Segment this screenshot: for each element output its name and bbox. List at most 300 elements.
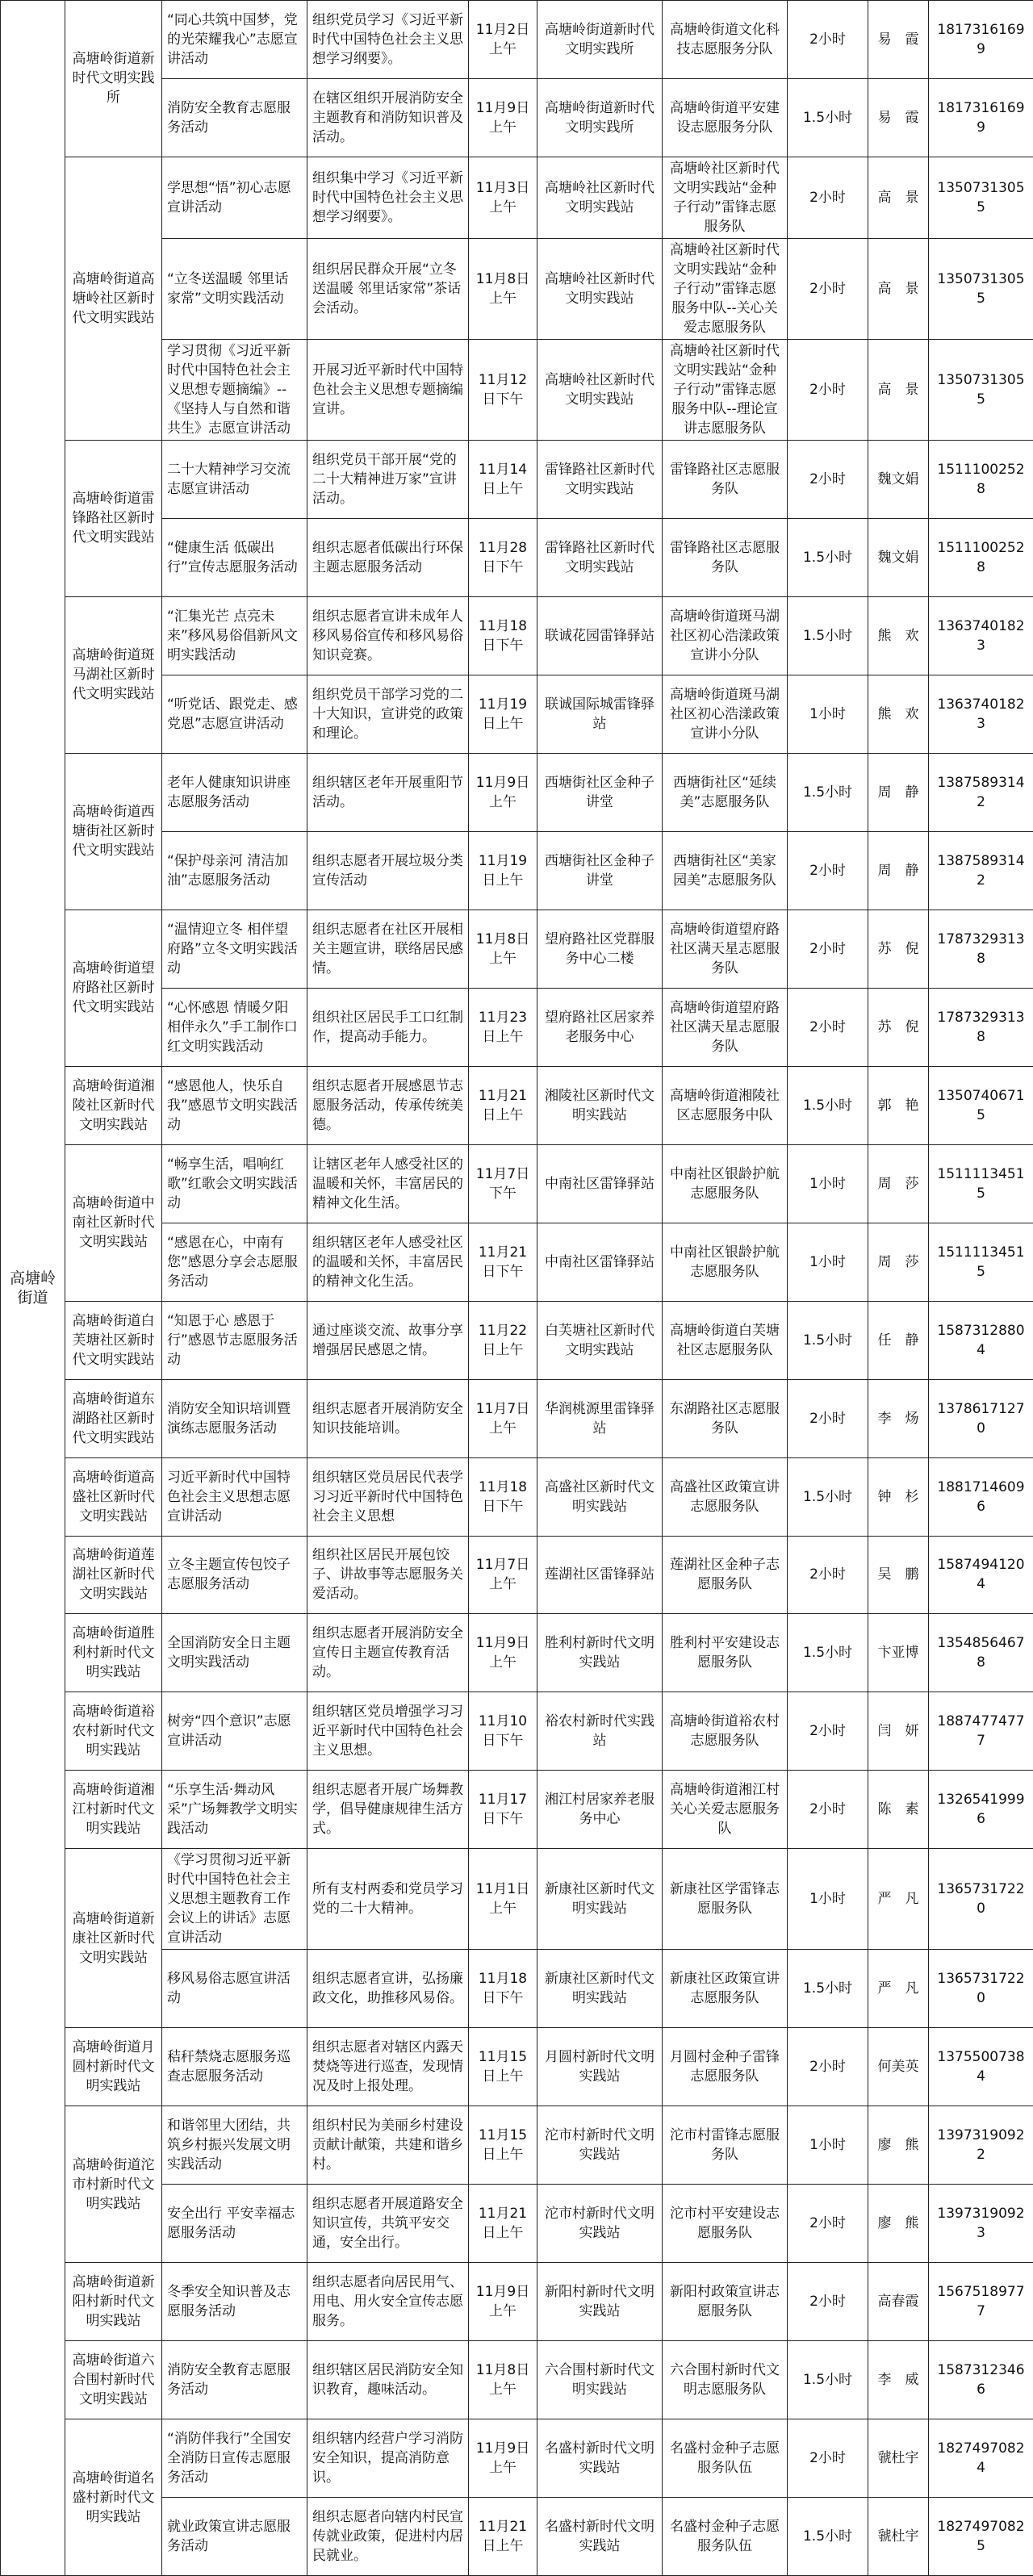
contact-cell: 高 景 (868, 157, 929, 238)
place-cell: 湘陵社区新时代文明实践站 (537, 1066, 663, 1144)
team-cell: 西塘街社区“延续美”志愿服务队 (663, 753, 788, 831)
team-cell: 名盛村金种子志愿服务队伍 (663, 2498, 788, 2576)
activity-content-cell: 组织社区居民开展包饺子、讲故事等志愿服务关爱活动。 (307, 1536, 469, 1614)
place-cell: 联诚花园雷锋驿站 (537, 596, 663, 675)
time-cell: 11月8日上午 (469, 238, 537, 339)
place-cell: 高塘岭街道新时代文明实践所 (537, 1, 663, 79)
time-cell: 11月9日上午 (469, 2263, 537, 2341)
contact-cell: 易 霞 (868, 78, 929, 157)
duration-cell: 1.5小时 (788, 1614, 868, 1692)
duration-cell: 1小时 (788, 1849, 868, 1950)
contact-cell: 李 威 (868, 2341, 929, 2419)
place-cell: 湘江村居家养老服务中心 (537, 1771, 663, 1849)
duration-cell: 2小时 (788, 2028, 868, 2106)
team-cell: 高塘岭街道斑马湖社区初心浩漾政策宣讲小分队 (663, 596, 788, 675)
duration-cell: 1小时 (788, 1144, 868, 1223)
contact-cell: 吴 鹏 (868, 1536, 929, 1614)
time-cell: 11月9日上午 (469, 2419, 537, 2498)
activity-name-cell: 《学习贯彻习近平新时代中国特色社会主义思想主题教育工作会议上的讲话》志愿宣讲活动 (162, 1849, 307, 1950)
team-cell: 高盛社区政策宣讲志愿服务队 (663, 1457, 788, 1536)
activity-content-cell: 组织辖区党员居民代表学习习近平新时代中国特色社会主义思想 (307, 1457, 469, 1536)
place-cell: 名盛村新时代文明实践站 (537, 2498, 663, 2576)
team-cell: 名盛村金种子志愿服务队伍 (663, 2419, 788, 2498)
table-row (1, 1301, 1033, 1379)
phone-cell: 13973190923 (929, 2185, 1033, 2263)
phone-cell: 13507406715 (929, 1066, 1033, 1144)
team-cell: 中南社区银龄护航志愿服务队 (663, 1223, 788, 1301)
contact-cell: 高 景 (868, 238, 929, 339)
place-cell: 联诚国际城雷锋驿站 (537, 675, 663, 753)
table-row (1, 157, 1033, 238)
table-row (1, 2419, 1033, 2498)
phone-cell: 15111002528 (929, 518, 1033, 596)
place-cell: 沱市村新时代文明实践站 (537, 2185, 663, 2263)
station-cell: 高塘岭街道新阳村新时代文明实践站 (65, 2263, 162, 2341)
time-cell: 11月18日下午 (469, 596, 537, 675)
place-cell: 莲湖社区雷锋驿站 (537, 1536, 663, 1614)
team-cell: 雷锋路社区志愿服务队 (663, 518, 788, 596)
table-row (1, 2341, 1033, 2419)
duration-cell: 2小时 (788, 339, 868, 440)
duration-cell: 2小时 (788, 2263, 868, 2341)
team-cell: 高塘岭社区新时代文明实践站“金种子行动”雷锋志愿服务中队--理论宣讲志愿服务队 (663, 339, 788, 440)
activity-content-cell: 组织居民群众开展“立冬送温暖 邻里话家常”茶话会活动。 (307, 238, 469, 339)
team-cell: 月圆村金种子雷锋志愿服务队 (663, 2028, 788, 2106)
table-row (1, 1066, 1033, 1144)
station-cell: 高塘岭街道白芙塘社区新时代文明实践站 (65, 1301, 162, 1379)
activity-name-cell: “健康生活 低碳出行”宣传志愿服务活动 (162, 518, 307, 596)
activity-content-cell: 组织志愿者开展垃圾分类宣传活动 (307, 831, 469, 910)
team-cell: 新康社区学雷锋志愿服务队 (663, 1849, 788, 1950)
duration-cell: 1.5小时 (788, 1301, 868, 1379)
place-cell: 新康社区新时代文明实践站 (537, 1950, 663, 2028)
phone-cell: 13973190922 (929, 2106, 1033, 2185)
place-cell: 西塘街社区金种子讲堂 (537, 753, 663, 831)
activity-name-cell: 树旁“四个意识”志愿宣讲活动 (162, 1692, 307, 1771)
station-cell: 高塘岭街道莲湖社区新时代文明实践站 (65, 1536, 162, 1614)
contact-cell: 周 莎 (868, 1144, 929, 1223)
phone-cell: 17873293138 (929, 910, 1033, 988)
team-cell: 东湖路社区志愿服务队 (663, 1379, 788, 1457)
place-cell: 中南社区雷锋驿站 (537, 1223, 663, 1301)
place-cell: 名盛村新时代文明实践站 (537, 2419, 663, 2498)
team-cell: 莲湖社区金种子志愿服务队 (663, 1536, 788, 1614)
activity-name-cell: “听党话、跟党走、感党恩”志愿宣讲活动 (162, 675, 307, 753)
time-cell: 11月9日上午 (469, 753, 537, 831)
phone-cell: 13507313055 (929, 157, 1033, 238)
phone-cell: 18173161699 (929, 1, 1033, 79)
team-cell: 高塘岭街道白芙塘社区志愿服务队 (663, 1301, 788, 1379)
duration-cell: 2小时 (788, 1536, 868, 1614)
contact-cell: 虢杜宇 (868, 2419, 929, 2498)
time-cell: 11月12日下午 (469, 339, 537, 440)
phone-cell: 15873128804 (929, 1301, 1033, 1379)
time-cell: 11月14日上午 (469, 440, 537, 518)
activity-content-cell: 组织辖区老年开展重阳节活动。 (307, 753, 469, 831)
duration-cell: 1.5小时 (788, 2341, 868, 2419)
contact-cell: 廖 熊 (868, 2106, 929, 2185)
time-cell: 11月21日下午 (469, 1223, 537, 1301)
activity-name-cell: 全国消防安全日主题文明实践活动 (162, 1614, 307, 1692)
activity-content-cell: 组织志愿者开展感恩节志愿服务活动，传承传统美德。 (307, 1066, 469, 1144)
phone-cell: 13265419996 (929, 1771, 1033, 1849)
duration-cell: 1小时 (788, 675, 868, 753)
activity-name-cell: “汇集光芒 点亮未来”移风易俗倡新风文明实践活动 (162, 596, 307, 675)
table-row (1, 440, 1033, 518)
phone-cell: 15675189777 (929, 2263, 1033, 2341)
place-cell: 中南社区雷锋驿站 (537, 1144, 663, 1223)
station-cell: 高塘岭街道高盛社区新时代文明实践站 (65, 1457, 162, 1536)
contact-cell: 闫 妍 (868, 1692, 929, 1771)
duration-cell: 1.5小时 (788, 1950, 868, 2028)
activity-name-cell: 就业政策宣讲志愿服务活动 (162, 2498, 307, 2576)
table-row (1, 1379, 1033, 1457)
table-row (1, 2263, 1033, 2341)
activity-name-cell: 冬季安全知识普及志愿服务活动 (162, 2263, 307, 2341)
contact-cell: 高春霞 (868, 2263, 929, 2341)
activity-content-cell: 通过座谈交流、故事分享增强居民感恩之情。 (307, 1301, 469, 1379)
team-cell: 新阳村政策宣讲志愿服务队 (663, 2263, 788, 2341)
station-cell: 高塘岭街道胜利村新时代文明实践站 (65, 1614, 162, 1692)
place-cell: 雷锋路社区新时代文明实践站 (537, 518, 663, 596)
duration-cell: 2小时 (788, 1771, 868, 1849)
activity-content-cell: 所有支村两委和党员学习党的二十大精神。 (307, 1849, 469, 1950)
station-cell: 高塘岭街道月圆村新时代文明实践站 (65, 2028, 162, 2106)
time-cell: 11月1日上午 (469, 1849, 537, 1950)
activity-content-cell: 组织志愿者开展道路安全知识宣传，共筑平安交通，安全出行。 (307, 2185, 469, 2263)
team-cell: 高塘岭街道望府路社区满天星志愿服务队 (663, 988, 788, 1066)
team-cell: 高塘岭街道湘江村关心关爱志愿服务队 (663, 1771, 788, 1849)
activity-name-cell: “乐享生活·舞动风采”广场舞教学文明实践活动 (162, 1771, 307, 1849)
place-cell: 高塘岭社区新时代文明实践站 (537, 157, 663, 238)
contact-cell: 高 景 (868, 339, 929, 440)
team-cell: 雷锋路社区志愿服务队 (663, 440, 788, 518)
contact-cell: 魏文娟 (868, 440, 929, 518)
duration-cell: 2小时 (788, 1692, 868, 1771)
place-cell: 西塘街社区金种子讲堂 (537, 831, 663, 910)
team-cell: 高塘岭街道平安建设志愿服务分队 (663, 78, 788, 157)
duration-cell: 2小时 (788, 2185, 868, 2263)
activity-content-cell: 组织辖区老年人感受社区的温暖和关怀，丰富居民的精神文化生活。 (307, 1223, 469, 1301)
phone-cell: 13507313055 (929, 339, 1033, 440)
duration-cell: 2小时 (788, 910, 868, 988)
contact-cell: 郭 艳 (868, 1066, 929, 1144)
place-cell: 新阳村新时代文明实践站 (537, 2263, 663, 2341)
contact-cell: 卞亚博 (868, 1614, 929, 1692)
activity-name-cell: 移风易俗志愿宣讲活动 (162, 1950, 307, 2028)
phone-cell: 18874774777 (929, 1692, 1033, 1771)
contact-cell: 苏 倪 (868, 988, 929, 1066)
duration-cell: 2小时 (788, 238, 868, 339)
phone-cell: 15873123466 (929, 2341, 1033, 2419)
phone-cell: 15111002528 (929, 440, 1033, 518)
activity-table-body (1, 1, 1033, 2576)
street-cell: 高塘岭街道 (1, 1, 65, 2576)
place-cell: 高盛社区新时代文明实践站 (537, 1457, 663, 1536)
contact-cell: 严 凡 (868, 1950, 929, 2028)
phone-cell: 18173161699 (929, 78, 1033, 157)
phone-cell: 13507313055 (929, 238, 1033, 339)
phone-cell: 15111134515 (929, 1223, 1033, 1301)
duration-cell: 1.5小时 (788, 1457, 868, 1536)
duration-cell: 2小时 (788, 1, 868, 79)
time-cell: 11月3日上午 (469, 157, 537, 238)
activity-content-cell: 组织志愿者向辖内村民宣传就业政策，促进村内居民就业。 (307, 2498, 469, 2576)
activity-content-cell: 组织志愿者向居民用气、用电、用火安全宣传志愿服务。 (307, 2263, 469, 2341)
contact-cell: 苏 倪 (868, 910, 929, 988)
team-cell: 胜利村平安建设志愿服务队 (663, 1614, 788, 1692)
time-cell: 11月15日上午 (469, 2028, 537, 2106)
activity-name-cell: 消防安全教育志愿服务活动 (162, 78, 307, 157)
activity-content-cell: 组织村民为美丽乡村建设贡献计献策，共建和谐乡村。 (307, 2106, 469, 2185)
activity-content-cell: 组织辖区党员增强学习习近平新时代中国特色社会主义思想。 (307, 1692, 469, 1771)
phone-cell: 13637401823 (929, 596, 1033, 675)
activity-name-cell: 消防安全知识培训暨演练志愿服务活动 (162, 1379, 307, 1457)
team-cell: 高塘岭街道望府路社区满天星志愿服务队 (663, 910, 788, 988)
activity-content-cell: 组织社区居民手工口红制作，提高动手能力。 (307, 988, 469, 1066)
activity-name-cell: 消防安全教育志愿服务活动 (162, 2341, 307, 2419)
contact-cell: 严 凡 (868, 1849, 929, 1950)
team-cell: 高塘岭社区新时代文明实践站“金种子行动”雷锋志愿服务中队--关心关爱志愿服务队 (663, 238, 788, 339)
place-cell: 月圆村新时代文明实践站 (537, 2028, 663, 2106)
contact-cell: 虢杜宇 (868, 2498, 929, 2576)
activity-name-cell: “保护母亲河 清洁加油”志愿服务活动 (162, 831, 307, 910)
phone-cell: 13548564678 (929, 1614, 1033, 1692)
time-cell: 11月8日上午 (469, 910, 537, 988)
activity-name-cell: “感恩在心，中南有您”感恩分享会志愿服务活动 (162, 1223, 307, 1301)
station-cell: 高塘岭街道雷锋路社区新时代文明实践站 (65, 440, 162, 596)
activity-name-cell: “感恩他人，快乐自我”感恩节文明实践活动 (162, 1066, 307, 1144)
activity-content-cell: 组织志愿者在社区开展相关主题宣讲，联络居民感情。 (307, 910, 469, 988)
time-cell: 11月22日上午 (469, 1301, 537, 1379)
team-cell: 沱市村平安建设志愿服务队 (663, 2185, 788, 2263)
contact-cell: 魏文娟 (868, 518, 929, 596)
activity-content-cell: 组织集中学习《习近平新时代中国特色社会主义思想学习纲要》。 (307, 157, 469, 238)
team-cell: 六合围村新时代文明志愿服务队 (663, 2341, 788, 2419)
time-cell: 11月21日上午 (469, 2185, 537, 2263)
table-row (1, 1, 1033, 79)
time-cell: 11月21日上午 (469, 1066, 537, 1144)
place-cell: 六合围村新时代文明实践站 (537, 2341, 663, 2419)
activity-name-cell: 老年人健康知识讲座志愿服务活动 (162, 753, 307, 831)
contact-cell: 任 静 (868, 1301, 929, 1379)
team-cell: 高塘岭街道斑马湖社区初心浩漾政策宣讲小分队 (663, 675, 788, 753)
contact-cell: 熊 欢 (868, 675, 929, 753)
station-cell: 高塘岭街道裕农村新时代文明实践站 (65, 1692, 162, 1771)
phone-cell: 18274970825 (929, 2498, 1033, 2576)
time-cell: 11月18日下午 (469, 1457, 537, 1536)
table-row (1, 1614, 1033, 1692)
contact-cell: 易 霞 (868, 1, 929, 79)
team-cell: 高塘岭社区新时代文明实践站“金种子行动”雷锋志愿服务队 (663, 157, 788, 238)
table-row (1, 1849, 1033, 1950)
place-cell: 华润桃源里雷锋驿站 (537, 1379, 663, 1457)
contact-cell: 李 炀 (868, 1379, 929, 1457)
station-cell: 高塘岭街道湘江村新时代文明实践站 (65, 1771, 162, 1849)
team-cell: 高塘岭街道湘陵社区志愿服务中队 (663, 1066, 788, 1144)
time-cell: 11月9日上午 (469, 78, 537, 157)
phone-cell: 13875893142 (929, 753, 1033, 831)
place-cell: 高塘岭社区新时代文明实践站 (537, 339, 663, 440)
place-cell: 高塘岭社区新时代文明实践站 (537, 238, 663, 339)
time-cell: 11月9日上午 (469, 1614, 537, 1692)
phone-cell: 13875893142 (929, 831, 1033, 910)
activity-name-cell: “立冬送温暖 邻里话家常”文明实践活动 (162, 238, 307, 339)
team-cell: 高塘岭街道裕农村志愿服务队 (663, 1692, 788, 1771)
table-row (1, 910, 1033, 988)
table-row (1, 596, 1033, 675)
phone-cell: 13657317220 (929, 1849, 1033, 1950)
duration-cell: 1.5小时 (788, 518, 868, 596)
contact-cell: 钟 杉 (868, 1457, 929, 1536)
activity-content-cell: 让辖区老年人感受社区的温暖和关怀，丰富居民的精神文化生活。 (307, 1144, 469, 1223)
time-cell: 11月7日下午 (469, 1144, 537, 1223)
activity-name-cell: 秸秆禁烧志愿服务巡查志愿服务活动 (162, 2028, 307, 2106)
contact-cell: 陈 素 (868, 1771, 929, 1849)
phone-cell: 15874941204 (929, 1536, 1033, 1614)
place-cell: 雷锋路社区新时代文明实践站 (537, 440, 663, 518)
time-cell: 11月19日上午 (469, 675, 537, 753)
duration-cell: 1.5小时 (788, 753, 868, 831)
contact-cell: 周 静 (868, 831, 929, 910)
activity-content-cell: 组织志愿者宣讲未成年人移风易俗宣传和移风易俗知识竞赛。 (307, 596, 469, 675)
duration-cell: 2小时 (788, 440, 868, 518)
activity-content-cell: 在辖区组织开展消防安全主题教育和消防知识普及活动。 (307, 78, 469, 157)
duration-cell: 2小时 (788, 2419, 868, 2498)
place-cell: 新康社区新时代文明实践站 (537, 1849, 663, 1950)
activity-name-cell: “同心共筑中国梦，党的光荣耀我心”志愿宣讲活动 (162, 1, 307, 79)
time-cell: 11月19日上午 (469, 831, 537, 910)
duration-cell: 2小时 (788, 157, 868, 238)
station-cell: 高塘岭街道六合围村新时代文明实践站 (65, 2341, 162, 2419)
station-cell: 高塘岭街道湘陵社区新时代文明实践站 (65, 1066, 162, 1144)
phone-cell: 13637401823 (929, 675, 1033, 753)
time-cell: 11月18日下午 (469, 1950, 537, 2028)
activity-name-cell: 安全出行 平安幸福志愿服务活动 (162, 2185, 307, 2263)
phone-cell: 15111134515 (929, 1144, 1033, 1223)
duration-cell: 1小时 (788, 1223, 868, 1301)
place-cell: 白芙塘社区新时代文明实践站 (537, 1301, 663, 1379)
activity-name-cell: 立冬主题宣传包饺子志愿服务活动 (162, 1536, 307, 1614)
team-cell: 中南社区银龄护航志愿服务队 (663, 1144, 788, 1223)
team-cell: 新康社区政策宣讲志愿服务队 (663, 1950, 788, 2028)
activity-name-cell: 习近平新时代中国特色社会主义思想志愿宣讲活动 (162, 1457, 307, 1536)
activity-name-cell: “畅享生活，唱响红歌”红歌会文明实践活动 (162, 1144, 307, 1223)
contact-cell: 熊 欢 (868, 596, 929, 675)
activity-content-cell: 组织志愿者低碳出行环保主题志愿服务活动 (307, 518, 469, 596)
activity-content-cell: 组织党员学习《习近平新时代中国特色社会主义思想学习纲要》。 (307, 1, 469, 79)
duration-cell: 1.5小时 (788, 78, 868, 157)
activity-name-cell: “温情迎立冬 相伴望府路”立冬文明实践活动 (162, 910, 307, 988)
duration-cell: 1小时 (788, 2106, 868, 2185)
duration-cell: 1.5小时 (788, 596, 868, 675)
table-row (1, 1457, 1033, 1536)
place-cell: 裕农村新时代实践站 (537, 1692, 663, 1771)
duration-cell: 2小时 (788, 831, 868, 910)
time-cell: 11月15日上午 (469, 2106, 537, 2185)
station-cell: 高塘岭街道沱市村新时代文明实践站 (65, 2106, 162, 2263)
phone-cell: 13755007384 (929, 2028, 1033, 2106)
activity-content-cell: 组织志愿者开展消防安全知识技能培训。 (307, 1379, 469, 1457)
activity-content-cell: 组织党员干部开展“党的二十大精神进万家”宣讲活动。 (307, 440, 469, 518)
phone-cell: 18274970824 (929, 2419, 1033, 2498)
table-row (1, 1536, 1033, 1614)
activity-name-cell: 和谐邻里大团结，共筑乡村振兴发展文明实践活动 (162, 2106, 307, 2185)
activity-content-cell: 组织志愿者开展消防安全宣传日主题宣传教育活动。 (307, 1614, 469, 1692)
time-cell: 11月10日下午 (469, 1692, 537, 1771)
table-row (1, 1144, 1033, 1223)
activity-content-cell: 开展习近平新时代中国特色社会主义思想专题摘编宣讲。 (307, 339, 469, 440)
phone-cell: 18817146096 (929, 1457, 1033, 1536)
activity-content-cell: 组织志愿者宣讲，弘扬廉政文化，助推移风易俗。 (307, 1950, 469, 2028)
time-cell: 11月21日上午 (469, 2498, 537, 2576)
team-cell: 西塘街社区“美家园美”志愿服务队 (663, 831, 788, 910)
duration-cell: 1.5小时 (788, 2498, 868, 2576)
phone-cell: 13786171270 (929, 1379, 1033, 1457)
station-cell: 高塘岭街道新时代文明实践所 (65, 1, 162, 157)
time-cell: 11月7日上午 (469, 1536, 537, 1614)
station-cell: 高塘岭街道望府路社区新时代文明实践站 (65, 910, 162, 1066)
phone-cell: 13657317220 (929, 1950, 1033, 2028)
place-cell: 望府路社区居家养老服务中心 (537, 988, 663, 1066)
time-cell: 11月2日上午 (469, 1, 537, 79)
activity-name-cell: “消防伴我行”全国安全消防日宣传志愿服务活动 (162, 2419, 307, 2498)
contact-cell: 廖 熊 (868, 2185, 929, 2263)
table-row (1, 1771, 1033, 1849)
activity-name-cell: “心怀感恩 情暖夕阳 相伴永久”手工制作口红文明实践活动 (162, 988, 307, 1066)
station-cell: 高塘岭街道斑马湖社区新时代文明实践站 (65, 596, 162, 753)
contact-cell: 何美英 (868, 2028, 929, 2106)
time-cell: 11月17日下午 (469, 1771, 537, 1849)
activity-content-cell: 组织辖区居民消防安全知识教育，趣味活动。 (307, 2341, 469, 2419)
place-cell: 望府路社区党群服务中心二楼 (537, 910, 663, 988)
activity-content-cell: 组织辖内经营户学习消防安全知识，提高消防意识。 (307, 2419, 469, 2498)
phone-cell: 17873293138 (929, 988, 1033, 1066)
activity-name-cell: “知恩于心 感恩于行”感恩节志愿服务活动 (162, 1301, 307, 1379)
place-cell: 高塘岭街道新时代文明实践所 (537, 78, 663, 157)
station-cell: 高塘岭街道西塘街社区新时代文明实践站 (65, 753, 162, 910)
duration-cell: 2小时 (788, 988, 868, 1066)
time-cell: 11月8日上午 (469, 2341, 537, 2419)
table-row (1, 2106, 1033, 2185)
station-cell: 高塘岭街道东湖路社区新时代文明实践站 (65, 1379, 162, 1457)
contact-cell: 周 莎 (868, 1223, 929, 1301)
team-cell: 沱市村雷锋志愿服务队 (663, 2106, 788, 2185)
station-cell: 高塘岭街道新康社区新时代文明实践站 (65, 1849, 162, 2028)
place-cell: 沱市村新时代文明实践站 (537, 2106, 663, 2185)
activity-content-cell: 组织志愿者对辖区内露天焚烧等进行巡查，发现情况及时上报处理。 (307, 2028, 469, 2106)
duration-cell: 1.5小时 (788, 1066, 868, 1144)
team-cell: 高塘岭街道文化科技志愿服务分队 (663, 1, 788, 79)
time-cell: 11月7日上午 (469, 1379, 537, 1457)
table-row (1, 2028, 1033, 2106)
station-cell: 高塘岭街道高塘岭社区新时代文明实践站 (65, 157, 162, 440)
station-cell: 高塘岭街道名盛村新时代文明实践站 (65, 2419, 162, 2576)
time-cell: 11月28日下午 (469, 518, 537, 596)
place-cell: 胜利村新时代文明实践站 (537, 1614, 663, 1692)
activity-content-cell: 组织志愿者开展广场舞教学，倡导健康规律生活方式。 (307, 1771, 469, 1849)
activity-name-cell: 学思想“悟”初心志愿宣讲活动 (162, 157, 307, 238)
station-cell: 高塘岭街道中南社区新时代文明实践站 (65, 1144, 162, 1301)
table-row (1, 1692, 1033, 1771)
table-row (1, 753, 1033, 831)
duration-cell: 2小时 (788, 1379, 868, 1457)
activity-name-cell: 二十大精神学习交流志愿宣讲活动 (162, 440, 307, 518)
time-cell: 11月23日上午 (469, 988, 537, 1066)
activity-name-cell: 学习贯彻《习近平新时代中国特色社会主义思想专题摘编》--《坚持人与自然和谐共生》志愿宣讲活动 (162, 339, 307, 440)
activity-content-cell: 组织党员干部学习党的二十大知识，宣讲党的政策和理论。 (307, 675, 469, 753)
contact-cell: 周 静 (868, 753, 929, 831)
